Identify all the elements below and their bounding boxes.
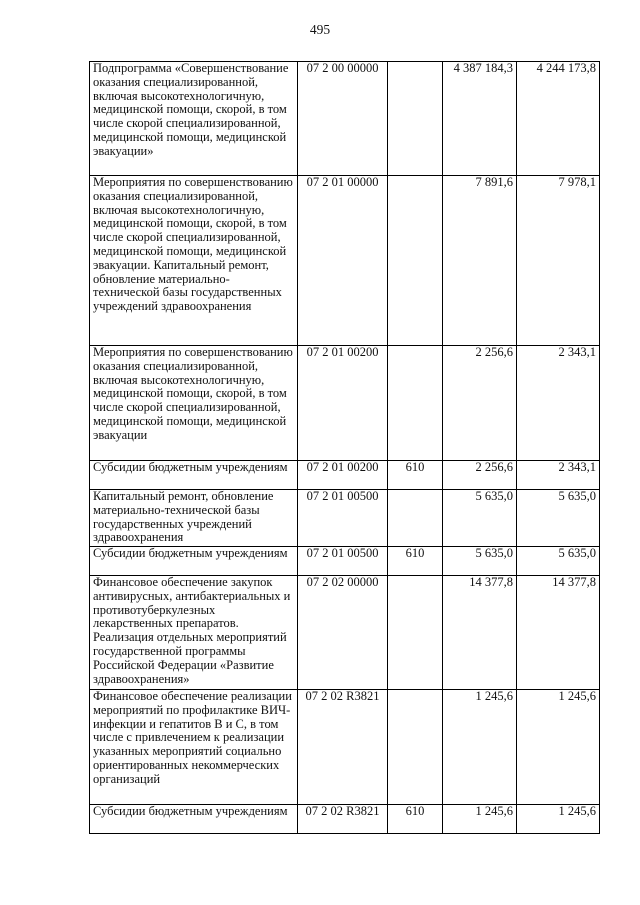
- row-name: Мероприятия по совершенствованию оказания специализированной, включая высокотехнологичную, медицинской помощи, скорой, в том числе скорой специализированной, медицинской помощи, медицинской эвакуации: [90, 346, 298, 461]
- row-expense-type: 610: [388, 547, 443, 576]
- row-amount-year1: 2 256,6: [443, 461, 517, 490]
- row-amount-year2: 1 245,6: [517, 690, 600, 805]
- table-row: [90, 62, 600, 176]
- row-expense-type: [388, 62, 443, 176]
- row-amount-year1: 2 256,6: [443, 346, 517, 461]
- row-amount-year1: 4 387 184,3: [443, 62, 517, 176]
- row-code: 07 2 01 00000: [298, 176, 388, 346]
- row-name: Мероприятия по совершенствованию оказания специализированной, включая высокотехнологичную, медицинской помощи, скорой, в том числе скорой специализированной, медицинской помощи, медицинской эвакуации. Капитальный ремонт, обновление материально-технической базы государственных учреждений здравоохранения: [90, 176, 298, 346]
- row-code: 07 2 02 R3821: [298, 805, 388, 834]
- row-amount-year2: 1 245,6: [517, 805, 600, 834]
- table-row: [90, 490, 600, 547]
- row-name: Субсидии бюджетным учреждениям: [90, 461, 298, 490]
- row-name: Субсидии бюджетным учреждениям: [90, 805, 298, 834]
- row-amount-year1: 5 635,0: [443, 490, 517, 547]
- row-amount-year1: 7 891,6: [443, 176, 517, 346]
- table-row: [90, 547, 600, 576]
- row-amount-year2: 7 978,1: [517, 176, 600, 346]
- row-code: 07 2 00 00000: [298, 62, 388, 176]
- row-code: 07 2 01 00200: [298, 346, 388, 461]
- table-row: [90, 805, 600, 834]
- row-amount-year1: 1 245,6: [443, 690, 517, 805]
- row-amount-year2: 4 244 173,8: [517, 62, 600, 176]
- budget-table: [89, 61, 600, 834]
- row-expense-type: 610: [388, 805, 443, 834]
- row-amount-year2: 2 343,1: [517, 346, 600, 461]
- row-name: Финансовое обеспечение реализации мероприятий по профилактике ВИЧ-инфекции и гепатитов В и С, в том числе с привлечением к реализации указанных мероприятий социально ориентированных некоммерческих организаций: [90, 690, 298, 805]
- row-amount-year1: 1 245,6: [443, 805, 517, 834]
- row-name: Субсидии бюджетным учреждениям: [90, 547, 298, 576]
- table-row: [90, 461, 600, 490]
- row-expense-type: [388, 690, 443, 805]
- table-row: [90, 346, 600, 461]
- page-number: 495: [309, 22, 331, 37]
- row-expense-type: 610: [388, 461, 443, 490]
- row-name: Финансовое обеспечение закупок антивирусных, антибактериальных и противотуберкулезных лекарственных препаратов. Реализация отдельных мероприятий государственной программы Российской Федерации «Развитие здравоохранения»: [90, 576, 298, 690]
- row-code: 07 2 02 00000: [298, 576, 388, 690]
- row-code: 07 2 02 R3821: [298, 690, 388, 805]
- row-amount-year2: 2 343,1: [517, 461, 600, 490]
- row-name: Подпрограмма «Совершенствование оказания специализированной, включая высокотехнологичную, медицинской помощи, скорой, в том числе скорой специализированной, медицинской помощи, медицинской эвакуации»: [90, 62, 298, 176]
- row-code: 07 2 01 00500: [298, 547, 388, 576]
- row-name: Капитальный ремонт, обновление материально-технической базы государственных учреждений здравоохранения: [90, 490, 298, 547]
- row-amount-year2: 14 377,8: [517, 576, 600, 690]
- row-amount-year1: 14 377,8: [443, 576, 517, 690]
- row-expense-type: [388, 490, 443, 547]
- row-amount-year2: 5 635,0: [517, 547, 600, 576]
- table-row: [90, 176, 600, 346]
- table-row: [90, 690, 600, 805]
- row-expense-type: [388, 576, 443, 690]
- row-amount-year1: 5 635,0: [443, 547, 517, 576]
- row-expense-type: [388, 176, 443, 346]
- row-code: 07 2 01 00200: [298, 461, 388, 490]
- row-code: 07 2 01 00500: [298, 490, 388, 547]
- table-row: [90, 576, 600, 690]
- row-amount-year2: 5 635,0: [517, 490, 600, 547]
- row-expense-type: [388, 346, 443, 461]
